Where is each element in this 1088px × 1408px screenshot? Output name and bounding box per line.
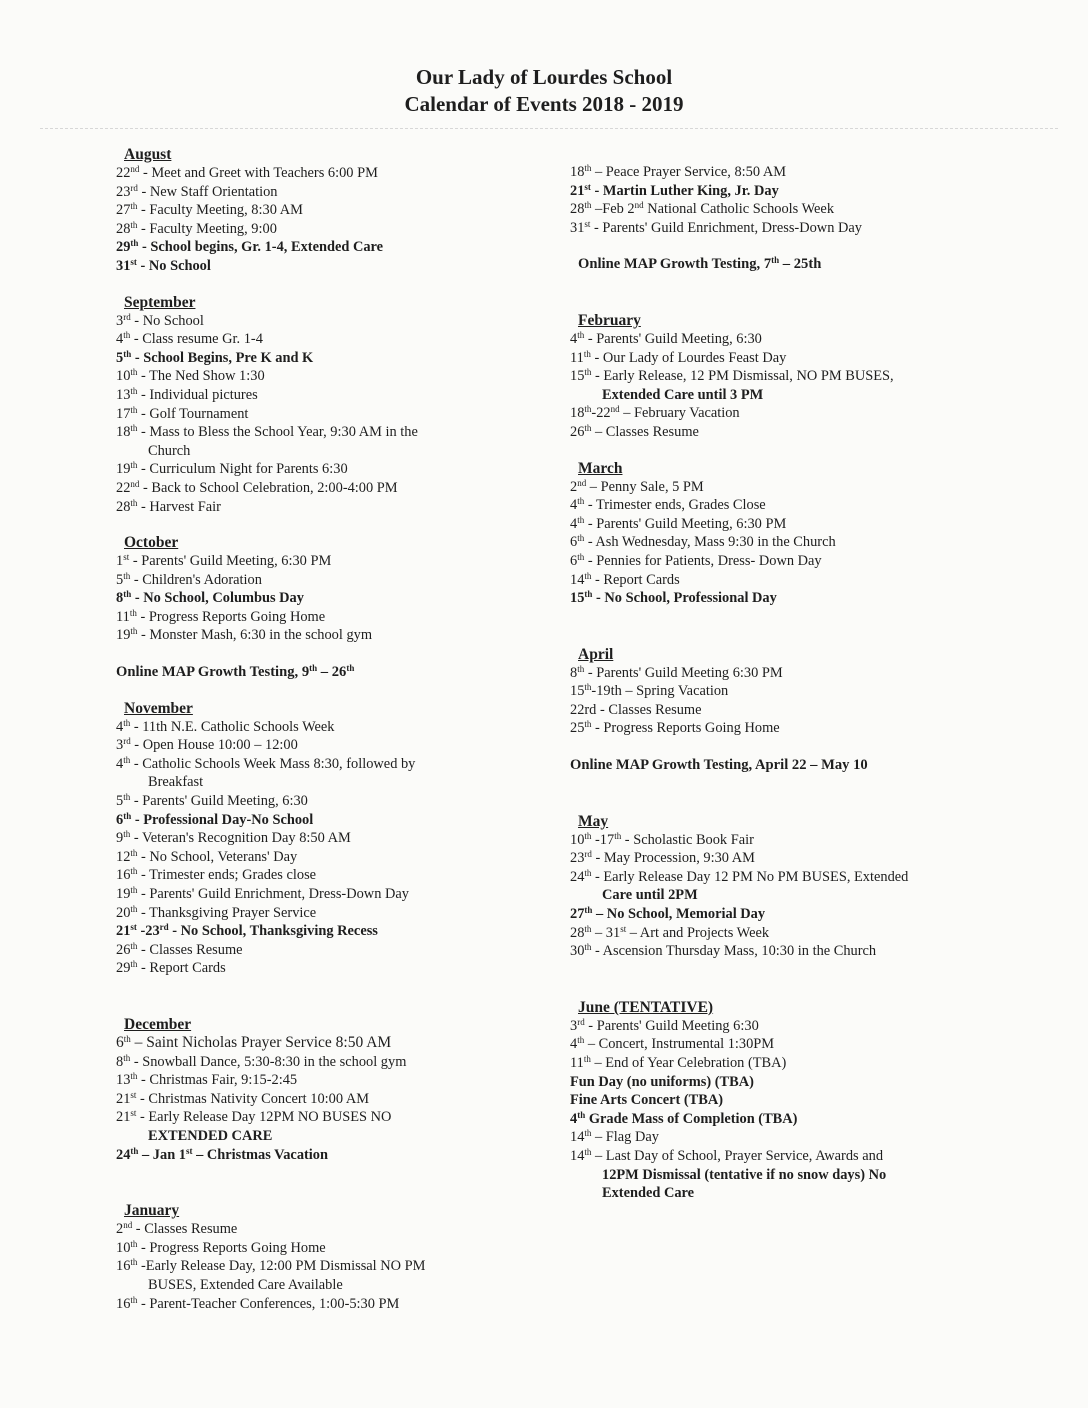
event-sep-6: 17th - Golf Tournament [116,404,249,422]
event-sep-1: 3rd - No School [116,311,204,329]
event-mar-7: 15th - No School, Professional Day [570,589,777,607]
event-mar-6: 14th - Report Cards [570,570,680,588]
section-august [116,146,546,276]
event-jun-4: Fun Day (no uniforms) (TBA) [570,1073,754,1090]
event-nov-4: 5th - Parents' Guild Meeting, 6:30 [116,792,308,810]
event-oct-5: 19th - Monster Mash, 6:30 in the school gym [116,626,373,644]
month-heading-august: August [124,146,172,163]
event-jan-4: 16th - Parent-Teacher Conferences, 1:00-5:30 PM [116,1294,400,1312]
event-jun-8: 14th – Last Day of School, Prayer Service, Awards and [570,1146,884,1164]
left-column [116,146,546,1313]
event-sep-7-cont: Church [148,442,191,459]
event-feb-3: 15th - Early Release, 12 PM Dismissal, NO PM BUSES, [570,367,894,385]
event-mar-3: 4th - Parents' Guild Meeting, 6:30 PM [570,514,787,532]
event-aug-3: 27th - Faculty Meeting, 8:30 AM [116,201,303,219]
event-dec-5: 21st - Early Release Day 12PM NO BUSES NO [116,1108,392,1126]
event-feb-5: 26th – Classes Resume [570,422,699,440]
school-name: Our Lady of Lourdes School [415,65,673,89]
event-nov-5: 6th - Professional Day-No School [116,810,314,828]
section-february [570,312,1020,442]
event-jun-8-cont: 12PM Dismissal (tentative if no snow days) No [602,1166,887,1183]
event-mar-1: 2nd – Penny Sale, 5 PM [570,477,704,495]
event-mar-4: 6th - Ash Wednesday, Mass 9:30 in the Church [570,533,836,551]
event-dec-3: 13th - Christmas Fair, 9:15-2:45 [116,1071,298,1089]
event-mar-5: 6th - Pennies for Patients, Dress- Down Day [570,551,822,569]
event-may-3-cont: Care until 2PM [602,887,698,904]
right-column [570,163,1020,1203]
event-apr-1: 8th - Parents' Guild Meeting 6:30 PM [570,663,783,681]
event-jun-6: 4th Grade Mass of Completion (TBA) [570,1109,798,1127]
event-nov-3: 4th - Catholic Schools Week Mass 8:30, followed by [116,754,416,772]
month-heading-october: October [124,534,179,552]
event-nov-11: 21st -23rd - No School, Thanksgiving Recess [116,922,378,940]
event-jun-3: 11th – End of Year Celebration (TBA) [570,1054,787,1071]
event-may-2: 23rd - May Procession, 9:30 AM [570,849,755,867]
event-jan-1: 2nd - Classes Resume [116,1220,238,1238]
event-jun-5: Fine Arts Concert (TBA) [570,1092,724,1109]
event-may-6: 30th - Ascension Thursday Mass, 10:30 in the Church [570,942,877,960]
event-nov-8: 16th - Trimester ends; Grades close [116,866,317,884]
event-dec-6: 24th – Jan 1st – Christmas Vacation [116,1145,329,1163]
event-nov-7: 12th - No School, Veterans' Day [116,847,298,865]
event-jan-6: 21st - Martin Luther King, Jr. Day [570,181,779,199]
section-june [570,999,1020,1203]
event-sep-9: 22nd - Back to School Celebration, 2:00-4:00 PM [116,478,398,496]
event-nov-1: 4th - 11th N.E. Catholic Schools Week [116,717,335,735]
event-sep-3: 5th - School Begins, Pre K and K [116,348,314,366]
month-heading-june: June (TENTATIVE) [578,998,714,1016]
event-sep-10: 28th - Harvest Fair [116,497,221,515]
event-sep-5: 13th - Individual pictures [116,385,258,403]
event-feb-1: 4th - Parents' Guild Meeting, 6:30 [570,329,762,347]
event-jan-2: 10th - Progress Reports Going Home [116,1238,326,1256]
month-heading-february: February [578,311,641,329]
event-jan-3: 16th -Early Release Day, 12:00 PM Dismissal NO PM [116,1257,426,1275]
event-nov-13: 29th - Report Cards [116,959,226,977]
event-may-5: 28th – 31st – Art and Projects Week [570,923,770,941]
section-september [116,294,546,517]
month-heading-january: January [124,1202,180,1220]
event-feb-4: 18th-22nd – February Vacation [570,404,740,422]
event-jan-3-cont: BUSES, Extended Care Available [148,1276,343,1293]
event-nov-3-cont: Breakfast [148,774,204,791]
section-march [570,460,1020,608]
document-header [0,64,1088,118]
event-aug-5: 29th - School begins, Gr. 1-4, Extended Care [116,238,384,256]
event-may-1: 10th -17th - Scholastic Book Fair [570,830,754,848]
note-map-testing-jan: Online MAP Growth Testing, 7th – 25th [578,255,822,273]
event-dec-5-cont: EXTENDED CARE [148,1127,273,1144]
event-jun-2: 4th – Concert, Instrumental 1:30PM [570,1035,775,1053]
section-december [116,1016,546,1164]
event-nov-9: 19th - Parents' Guild Enrichment, Dress-Down Day [116,885,409,902]
month-heading-november: November [124,699,193,717]
note-map-testing-apr: Online MAP Growth Testing, April 22 – May 10 [570,757,868,774]
event-aug-2: 23rd - New Staff Orientation [116,182,278,200]
event-jan-8: 31st - Parents' Guild Enrichment, Dress-Down Day [570,218,862,236]
event-jan-7: 28th –Feb 2nd National Catholic Schools Week [570,200,835,218]
event-feb-2: 11th - Our Lady of Lourdes Feast Day [570,348,787,366]
event-dec-4: 21st - Christmas Nativity Concert 10:00 AM [116,1089,370,1107]
note-map-testing-oct: Online MAP Growth Testing, 9th – 26th [116,663,355,681]
month-heading-april: April [578,645,614,663]
event-nov-2: 3rd - Open House 10:00 – 12:00 [116,736,298,754]
event-oct-4: 11th - Progress Reports Going Home [116,607,326,625]
section-november [116,700,546,978]
month-heading-december: December [124,1015,192,1033]
month-heading-september: September [124,293,196,311]
section-october [116,534,546,682]
section-january-continued [570,163,1020,274]
section-may [570,813,1020,961]
event-dec-2: 8th - Snowball Dance, 5:30-8:30 in the school gym [116,1052,407,1070]
month-heading-may: May [578,812,609,830]
event-aug-6: 31st - No School [116,256,211,274]
event-aug-4: 28th - Faculty Meeting, 9:00 [116,219,277,237]
section-april [570,646,1020,775]
event-sep-4: 10th - The Ned Show 1:30 [116,367,265,385]
event-nov-6: 9th - Veteran's Recognition Day 8:50 AM [116,829,351,847]
event-apr-2: 15th-19th – Spring Vacation [570,682,729,700]
event-oct-1: 1st - Parents' Guild Meeting, 6:30 PM [116,552,332,570]
event-sep-2: 4th - Class resume Gr. 1-4 [116,330,263,348]
event-sep-7: 18th - Mass to Bless the School Year, 9:30 AM in the [116,423,418,441]
event-oct-3: 8th - No School, Columbus Day [116,589,304,607]
event-aug-1: 22nd - Meet and Greet with Teachers 6:00 PM [116,164,378,181]
event-sep-8: 19th - Curriculum Night for Parents 6:30 [116,460,348,478]
event-jun-1: 3rd - Parents' Guild Meeting 6:30 [570,1016,759,1034]
event-nov-12: 26th - Classes Resume [116,940,243,958]
event-jan-5: 18th – Peace Prayer Service, 8:50 AM [570,163,787,180]
event-may-4: 27th – No School, Memorial Day [570,905,766,923]
scan-artifact-line [40,128,1058,129]
event-apr-4: 25th - Progress Reports Going Home [570,719,780,737]
section-january [116,1202,546,1313]
event-nov-10: 20th - Thanksgiving Prayer Service [116,903,317,921]
event-may-3: 24th - Early Release Day 12 PM No PM BUSES, Extended [570,867,909,885]
event-dec-1: 6th – Saint Nicholas Prayer Service 8:50 AM [116,1033,392,1051]
event-feb-3-cont: Extended Care until 3 PM [602,386,764,403]
event-mar-2: 4th - Trimester ends, Grades Close [570,496,766,514]
event-jun-8-cont2: Extended Care [602,1185,695,1202]
event-oct-2: 5th - Children's Adoration [116,570,262,588]
calendar-title: Calendar of Events 2018 - 2019 [404,92,684,116]
event-apr-3: 22rd - Classes Resume [570,701,702,718]
event-jun-7: 14th – Flag Day [570,1128,659,1146]
month-heading-march: March [578,459,623,477]
